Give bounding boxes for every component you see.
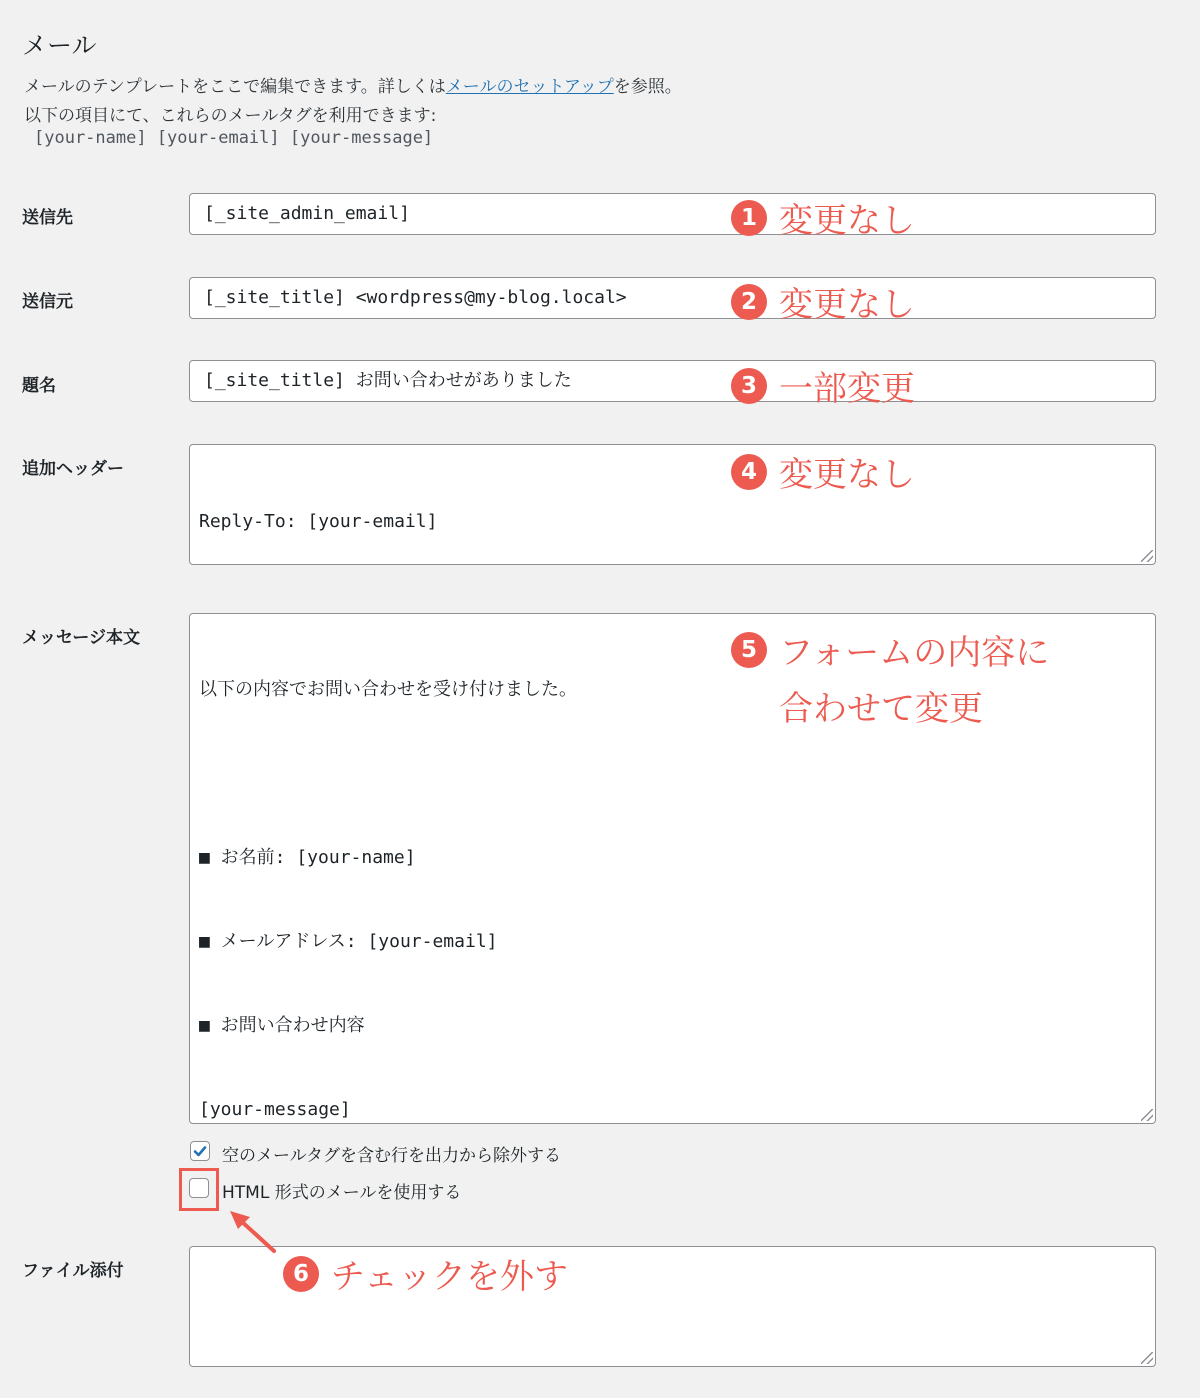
description-text-after: を参照。 bbox=[613, 77, 682, 97]
attachments-label: ファイル添付 bbox=[22, 1261, 124, 1281]
subject-label: 題名 bbox=[22, 376, 56, 396]
annotation-1 bbox=[731, 193, 915, 242]
to-label: 送信先 bbox=[22, 208, 73, 228]
checkmark-icon bbox=[192, 1143, 208, 1159]
description-text: メールのテンプレートをここで編集できます。詳しくは bbox=[24, 77, 446, 97]
annotation-number: 4 bbox=[731, 454, 767, 490]
annotation-text: 合わせて変更 bbox=[779, 689, 983, 729]
annotation-3 bbox=[731, 361, 915, 410]
annotation-4 bbox=[731, 447, 915, 496]
body-line: ■ お問い合わせ内容 bbox=[199, 1015, 365, 1036]
headers-label: 追加ヘッダー bbox=[22, 459, 124, 479]
body-textarea[interactable] bbox=[189, 613, 1156, 1124]
mail-setup-link[interactable]: メールのセットアップ bbox=[445, 77, 614, 97]
resize-handle[interactable] bbox=[1141, 1352, 1153, 1364]
mail-tags: [your-name] [your-email] [your-message] bbox=[34, 128, 434, 148]
annotation-text: チェックを外す bbox=[331, 1257, 568, 1297]
resize-handle[interactable] bbox=[1141, 550, 1153, 562]
section-description bbox=[24, 72, 682, 97]
body-label: メッセージ本文 bbox=[22, 628, 140, 648]
from-label: 送信元 bbox=[22, 292, 73, 312]
body-line: [your-message] bbox=[199, 1099, 351, 1120]
annotation-text: 変更なし bbox=[779, 455, 915, 495]
use-html-checkbox[interactable] bbox=[189, 1178, 209, 1198]
to-input[interactable]: [_site_admin_email] bbox=[189, 193, 1156, 235]
body-line: 以下の内容でお問い合わせを受け付けました。 bbox=[199, 679, 577, 700]
annotation-text: フォームの内容に bbox=[779, 633, 1050, 673]
annotation-text: 一部変更 bbox=[779, 369, 915, 409]
subject-input[interactable]: [_site_title] お問い合わせがありました bbox=[189, 360, 1156, 402]
section-title: メール bbox=[22, 31, 97, 60]
attachments-text bbox=[199, 1310, 1146, 1338]
annotation-5 bbox=[731, 625, 1049, 674]
use-html-label: HTML 形式のメールを使用する bbox=[222, 1183, 462, 1203]
annotation-text: 変更なし bbox=[779, 285, 915, 325]
annotation-number: 5 bbox=[731, 632, 767, 668]
annotation-number: 3 bbox=[731, 368, 767, 404]
annotation-number: 1 bbox=[731, 200, 767, 236]
annotation-number: 2 bbox=[731, 284, 767, 320]
resize-handle[interactable] bbox=[1141, 1109, 1153, 1121]
body-line: ■ お名前: [your-name] bbox=[199, 847, 416, 868]
annotation-text: 変更なし bbox=[779, 201, 915, 241]
exclude-blank-checkbox[interactable] bbox=[190, 1141, 210, 1161]
body-line bbox=[199, 760, 1146, 788]
from-input[interactable]: [_site_title] <wordpress@my-blog.local> bbox=[189, 277, 1156, 319]
mail-tags-intro: 以下の項目にて、これらのメールタグを利用できます: bbox=[24, 106, 437, 126]
headers-text: Reply-To: [your-email] bbox=[199, 511, 438, 532]
arrow-icon bbox=[220, 1205, 290, 1265]
exclude-blank-label: 空のメールタグを含む行を出力から除外する bbox=[222, 1146, 561, 1166]
body-line: ■ メールアドレス: [your-email] bbox=[199, 931, 498, 952]
headers-textarea[interactable] bbox=[189, 444, 1156, 565]
annotation-number: 6 bbox=[283, 1256, 319, 1292]
annotation-2 bbox=[731, 277, 915, 326]
annotation-5-line2 bbox=[779, 681, 983, 730]
annotation-6 bbox=[283, 1249, 568, 1298]
